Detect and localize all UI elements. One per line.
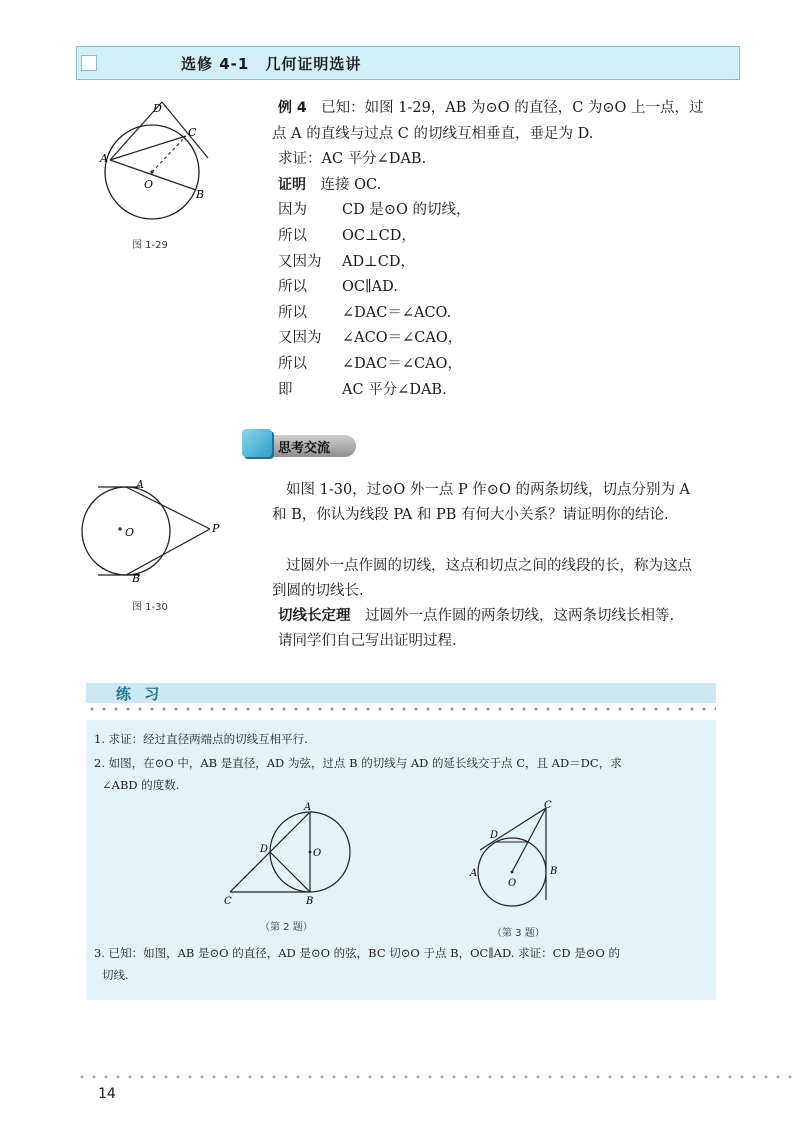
example-intro: 例 4 已知：如图 1-29，AB 为⊙O 的直径，C 为⊙O 上一点，过	[278, 100, 704, 116]
proof-step: 又因为 AD⊥CD，	[278, 253, 415, 270]
fig130-label-b: B	[132, 572, 141, 585]
chapter-header	[76, 46, 740, 80]
proof-step: 所以 OC∥AD.	[278, 279, 398, 296]
page-number: 14	[98, 1086, 116, 1102]
think-question: 如图 1-30，过⊙O 外一点 P 作⊙O 的两条切线，切点分别为 A 和 B，你认为线段 PA 和 PB 有何大小关系？请证明你的结论.	[272, 482, 691, 523]
fig129-caption: 图 1-29	[132, 240, 168, 251]
proof-step: 所以 ∠DAC＝∠CAO，	[278, 355, 462, 372]
fig129-label-c: C	[188, 126, 197, 139]
proof-step: 因为 CD 是⊙O 的切线，	[278, 202, 471, 219]
practice-title: 练 习	[116, 685, 164, 703]
practice-item-3: 3. 已知：如图，AB 是⊙O 的直径，AD 是⊙O 的弦，BC 切⊙O 于点 B，OC∥AD. 求证：CD 是⊙O 的 切线.	[94, 946, 620, 982]
figure-problem-3	[466, 800, 566, 912]
fig130-label-o: O	[125, 526, 135, 539]
fig130-label-a: A	[136, 478, 144, 491]
practice-box	[86, 720, 716, 1000]
example-label: 例 4	[278, 100, 307, 116]
footer-dotted-divider	[76, 1074, 796, 1080]
proof-step: 所以 OC⊥CD，	[278, 227, 416, 244]
fig130-label-p: P	[212, 522, 220, 535]
practice-item-1: 1. 求证：经过直径两端点的切线互相平行.	[94, 732, 308, 746]
proof-step: 所以 ∠DAC＝∠ACO.	[278, 304, 452, 321]
fig129-label-d: D	[153, 102, 162, 115]
fig129-label-b: B	[196, 188, 205, 201]
tangent-length-definition: 过圆外一点作圆的切线，这点和切点之间的线段的长，称为这点 到圆的切线长.	[272, 558, 692, 599]
example-prove: 求证：AC 平分∠DAB.	[278, 151, 427, 168]
example-intro-2: 点 A 的直线与过点 C 的切线互相垂直，垂足为 D.	[272, 125, 594, 142]
fig3-label-d: D	[490, 830, 499, 841]
theorem-label: 切线长定理	[278, 608, 351, 624]
fig3-label-c: C	[544, 800, 552, 811]
fig2-label-a: A	[304, 802, 312, 813]
figure-1-30	[78, 476, 228, 586]
fig2-label-b: B	[306, 896, 314, 907]
figure-1-29	[96, 100, 226, 230]
dotted-divider	[86, 706, 716, 712]
figure-problem-2	[220, 800, 360, 912]
fig2-label-d: D	[260, 844, 269, 855]
tangent-length-theorem: 切线长定理 过圆外一点作圆的两条切线，这两条切线长相等. 请同学们自己写出证明过程.	[278, 608, 675, 649]
fig2-label-o: O	[313, 848, 322, 859]
fig3-label-a: A	[470, 868, 478, 879]
fig129-label-o: O	[144, 178, 154, 191]
fig2-label-c: C	[224, 896, 232, 907]
practice-header	[86, 683, 716, 703]
proof-step: 即 AC 平分∠DAB.	[278, 381, 447, 398]
practice-item-2: 2. 如图，在⊙O 中，AB 是直径，AD 为弦，过点 B 的切线与 AD 的延长线交于点 C，且 AD＝DC，求 ∠ABD 的度数.	[94, 756, 622, 792]
chapter-title: 选修 4-1 几何证明选讲	[181, 55, 362, 73]
think-discuss-badge	[238, 427, 358, 461]
fig129-label-a: A	[100, 152, 108, 165]
header-square-icon	[81, 55, 97, 71]
proof-first-line: 证明 连接 OC.	[278, 176, 382, 193]
example-4	[272, 96, 732, 403]
fig2-caption: （第 2 题）	[260, 922, 313, 933]
fig3-caption: （第 3 题）	[492, 928, 545, 939]
cube-icon	[242, 429, 272, 457]
fig3-label-o: O	[508, 878, 517, 889]
fig3-label-b: B	[550, 866, 558, 877]
think-discuss-label: 思考交流	[278, 441, 331, 456]
proof-step: 又因为 ∠ACO＝∠CAO，	[278, 330, 463, 347]
fig130-caption: 图 1-30	[132, 602, 168, 613]
proof-label: 证明	[278, 176, 306, 193]
